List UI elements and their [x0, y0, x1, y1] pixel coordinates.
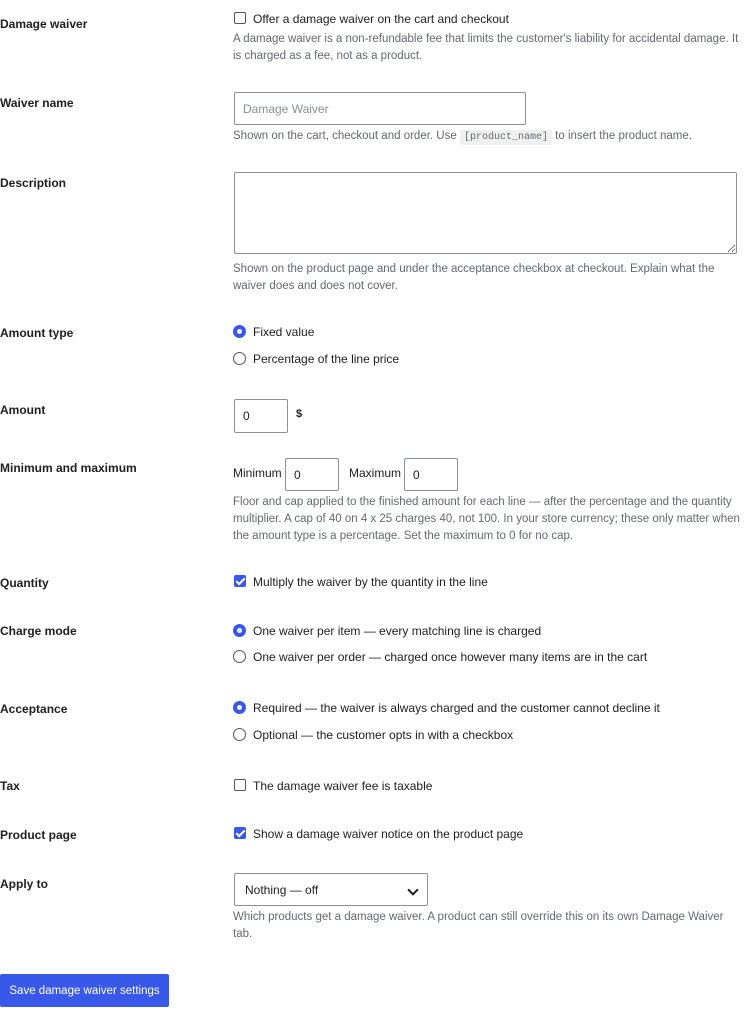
description-help: Shown on the product page and under the acceptance checkbox at checkout. Explain what the waiver does and does not cover. — [233, 263, 715, 292]
amount-type-percentage-radio[interactable] — [233, 352, 246, 365]
apply-to-label: Apply to — [0, 877, 48, 891]
quantity-checkbox[interactable] — [234, 575, 246, 587]
damage-waiver-checkbox[interactable] — [234, 12, 246, 24]
charge-mode-per-item-label[interactable]: One waiver per item — every matching line is charged — [253, 624, 542, 638]
maximum-input[interactable] — [404, 458, 458, 491]
waiver-name-input[interactable] — [234, 92, 526, 125]
charge-mode-per-order-radio[interactable] — [233, 650, 246, 663]
amount-input[interactable] — [234, 399, 288, 433]
acceptance-required-label[interactable]: Required — the waiver is always charged and the customer cannot decline it — [253, 701, 660, 715]
waiver-name-help-text-end: to insert the product name. — [555, 130, 692, 142]
acceptance-optional-radio[interactable] — [233, 728, 246, 741]
apply-to-selected-value: Nothing — off — [245, 883, 319, 897]
description-label: Description — [0, 176, 67, 190]
amount-type-percentage-label[interactable]: Percentage of the line price — [253, 352, 400, 366]
amount-type-fixed-radio[interactable] — [233, 325, 246, 338]
amount-label: Amount — [0, 403, 46, 417]
tax-checkbox-label[interactable]: The damage waiver fee is taxable — [253, 779, 433, 793]
acceptance-optional-label[interactable]: Optional — the customer opts in with a checkbox — [253, 728, 514, 742]
quantity-checkbox-label[interactable]: Multiply the waiver by the quantity in the line — [253, 575, 488, 589]
save-button[interactable]: Save damage waiver settings — [0, 974, 169, 1007]
acceptance-required-radio[interactable] — [233, 701, 246, 714]
quantity-label: Quantity — [0, 576, 49, 590]
damage-waiver-description: A damage waiver is a non-refundable fee that limits the customer's liability for accidental damage. It is charged as a fee, not as a product. — [233, 33, 739, 62]
charge-mode-per-item-radio[interactable] — [233, 624, 246, 637]
chevron-down-icon — [407, 884, 418, 895]
damage-waiver-checkbox-label[interactable]: Offer a damage waiver on the cart and checkout — [253, 12, 509, 26]
description-textarea[interactable] — [234, 172, 737, 254]
product-name-placeholder-code: [product_name] — [460, 130, 552, 145]
charge-mode-per-order-label[interactable]: One waiver per order — charged once however many items are in the cart — [253, 650, 648, 664]
apply-to-select[interactable] — [234, 873, 428, 906]
product-page-checkbox[interactable] — [234, 827, 246, 839]
maximum-label: Maximum — [349, 466, 402, 480]
acceptance-label: Acceptance — [0, 702, 68, 716]
waiver-name-help-text: Shown on the cart, checkout and order. Use — [233, 130, 457, 142]
apply-to-help: Which products get a damage waiver. A product can still override this on its own Damage Waiver tab. — [233, 911, 724, 940]
damage-waiver-label: Damage waiver — [0, 17, 88, 31]
product-page-checkbox-label[interactable]: Show a damage waiver notice on the product page — [253, 827, 524, 841]
minimum-label: Minimum — [233, 466, 282, 480]
charge-mode-label: Charge mode — [0, 624, 77, 638]
waiver-name-help — [233, 128, 743, 146]
tax-checkbox[interactable] — [234, 779, 246, 791]
currency-symbol: $ — [296, 408, 303, 420]
waiver-name-label: Waiver name — [0, 96, 74, 110]
min-max-help: Floor and cap applied to the finished amount for each line — after the percentage and the quantity multiplier. A cap of 40 on 4 x 25 charges 40, not 100. In your store currency; these only matter when the amount type is a percentage. Set the maximum to 0 for no cap. — [233, 496, 740, 542]
amount-type-fixed-label[interactable]: Fixed value — [253, 325, 315, 339]
minimum-input[interactable] — [285, 458, 339, 491]
product-page-label: Product page — [0, 828, 77, 842]
tax-label: Tax — [0, 779, 20, 793]
min-max-label: Minimum and maximum — [0, 461, 137, 475]
amount-type-label: Amount type — [0, 326, 74, 340]
